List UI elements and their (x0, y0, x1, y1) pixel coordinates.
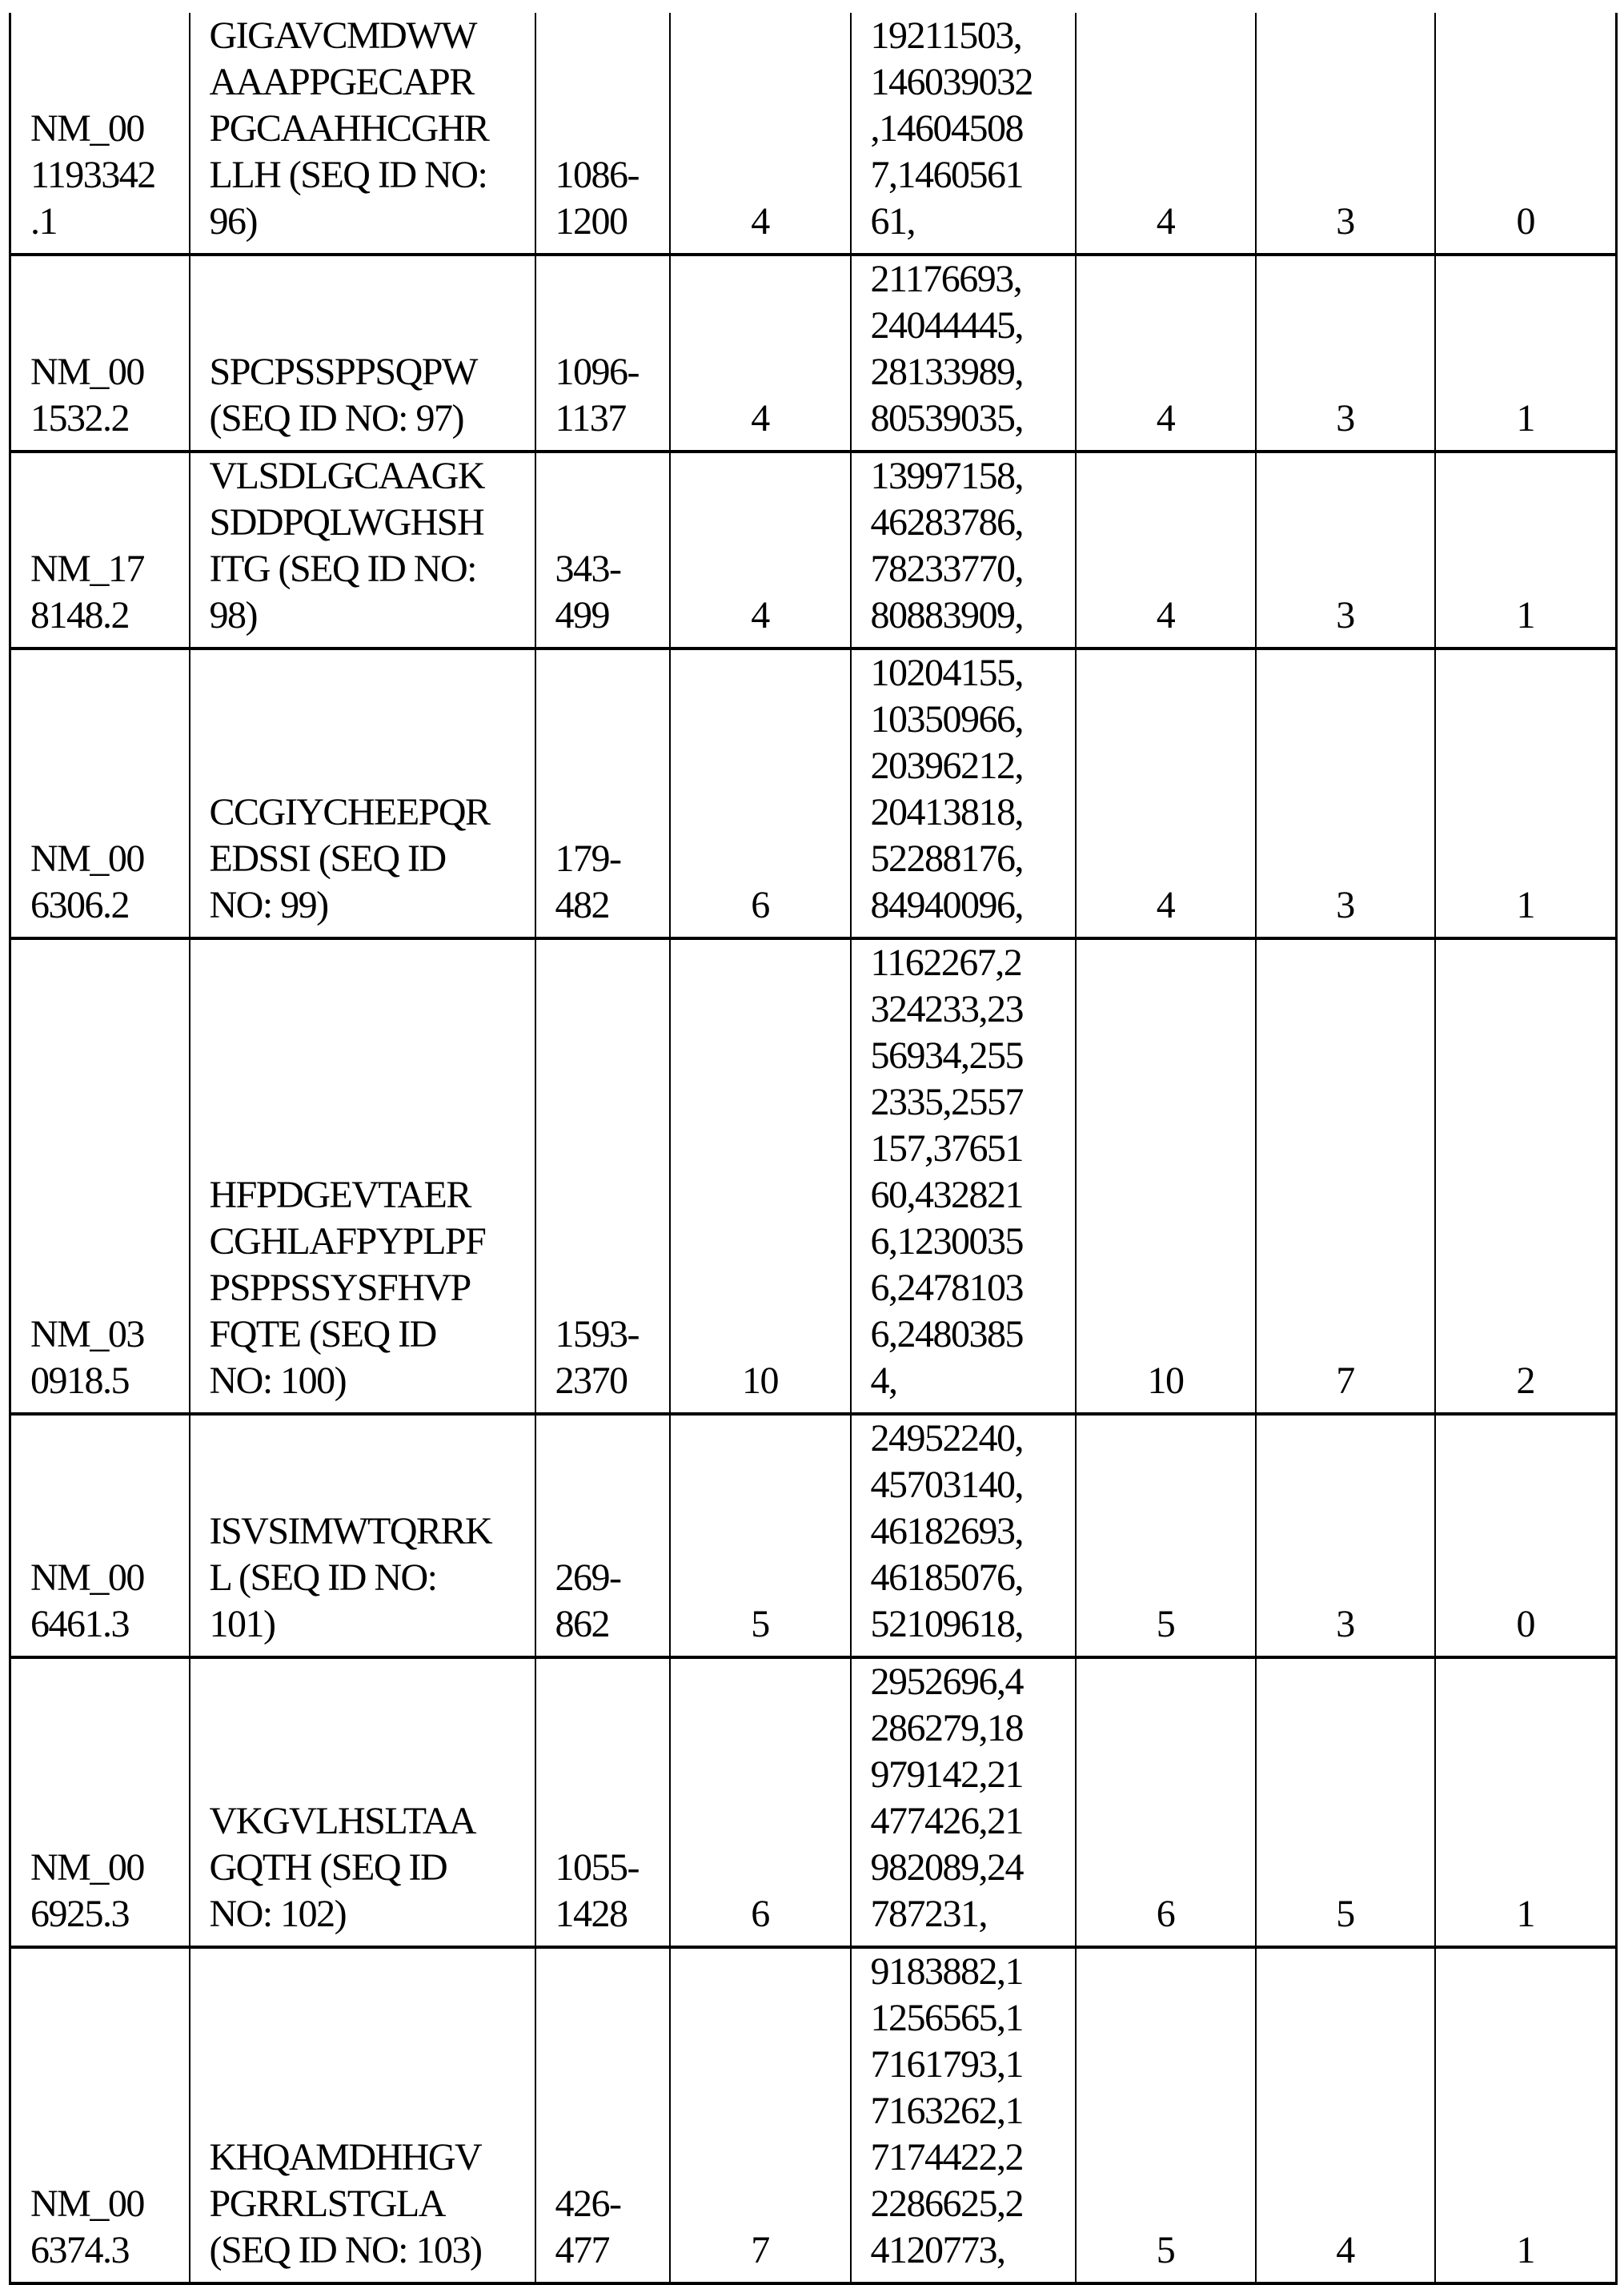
count-cell: 4 (670, 13, 851, 255)
sequence-cell-line: FQTE (SEQ ID (209, 1313, 436, 1355)
ids-cell-line: 2952696,4 (870, 1661, 1023, 1703)
ids-cell-line: 2286625,2 (870, 2183, 1023, 2225)
ids-cell-line: 1256565,1 (870, 1997, 1023, 2039)
col8-cell: 1 (1435, 1947, 1617, 2283)
ids-cell (851, 452, 1076, 649)
sequence-cell-line: VLSDLGCAAGK (209, 455, 484, 497)
sequence-cell-line: (SEQ ID NO: 97) (209, 397, 463, 440)
ids-cell-line: 52288176, (870, 837, 1023, 880)
ids-cell (851, 1947, 1076, 2283)
count-cell: 4 (670, 452, 851, 649)
sequence-cell-line: (SEQ ID NO: 103) (209, 2229, 482, 2271)
position-cell-line: 1428 (555, 1893, 628, 1935)
ids-cell-line: 982089,24 (870, 1846, 1023, 1889)
accession-cell (10, 255, 190, 452)
ids-cell-line: 787231, (870, 1893, 987, 1935)
position-cell-line: 1137 (555, 397, 626, 440)
position-cell-line: 269- (555, 1556, 621, 1599)
sequence-cell-line: 98) (209, 594, 257, 637)
sequence-cell-line: GQTH (SEQ ID (209, 1846, 447, 1889)
ids-cell-line: 2335,2557 (870, 1081, 1023, 1123)
col6-cell: 10 (1076, 938, 1256, 1414)
accession-cell-line: 0918.5 (30, 1359, 129, 1402)
sequence-cell-line: CGHLAFPYPLPF (209, 1220, 486, 1263)
col8-cell: 1 (1435, 255, 1617, 452)
ids-cell-line: 21176693, (870, 258, 1022, 300)
position-cell-line: 426- (555, 2183, 621, 2225)
ids-cell-line: 4, (870, 1359, 897, 1402)
position-cell (535, 1947, 670, 2283)
table-row (10, 938, 1617, 1414)
table-row (10, 649, 1617, 938)
ids-cell-line: 80883909, (870, 594, 1023, 637)
sequence-cell-line: PSPPSSYSFHVP (209, 1267, 471, 1309)
table-row (10, 1657, 1617, 1947)
ids-cell (851, 938, 1076, 1414)
accession-cell-line: NM_00 (30, 837, 144, 880)
sequence-cell (190, 255, 535, 452)
sequence-cell-line: CCGIYCHEEPQR (209, 791, 490, 833)
accession-cell-line: NM_17 (30, 548, 144, 590)
position-cell-line: 2370 (555, 1359, 628, 1402)
sequence-cell-line: 96) (209, 200, 257, 243)
ids-cell-line: 9183882,1 (870, 1950, 1023, 1993)
accession-cell-line: NM_00 (30, 2183, 144, 2225)
position-cell-line: 862 (555, 1603, 609, 1645)
sequence-cell-line: SDDPQLWGHSH (209, 501, 484, 544)
ids-cell-line: 52109618, (870, 1603, 1023, 1645)
sequence-cell-line: ISVSIMWTQRRK (209, 1510, 492, 1552)
col6-cell: 4 (1076, 452, 1256, 649)
accession-cell (10, 1414, 190, 1657)
ids-cell-line: 46182693, (870, 1510, 1023, 1552)
position-cell (535, 938, 670, 1414)
ids-cell-line: 6,2480385 (870, 1313, 1023, 1355)
position-cell-line: 1055- (555, 1846, 639, 1889)
position-cell-line: 482 (555, 884, 609, 926)
ids-cell-line: 7163262,1 (870, 2090, 1023, 2132)
accession-cell-line: NM_00 (30, 1846, 144, 1889)
accession-cell (10, 1657, 190, 1947)
col7-cell: 3 (1256, 452, 1435, 649)
col7-cell: 3 (1256, 255, 1435, 452)
position-cell-line: 1086- (555, 154, 639, 196)
ids-cell-line: 146039032 (870, 61, 1033, 103)
accession-cell-line: 6461.3 (30, 1603, 129, 1645)
ids-cell-line: 28133989, (870, 351, 1023, 393)
sequence-cell-line: HFPDGEVTAER (209, 1174, 471, 1216)
table-row (10, 452, 1617, 649)
sequence-cell (190, 452, 535, 649)
ids-cell-line: 45703140, (870, 1464, 1023, 1506)
ids-cell-line: 61, (870, 200, 915, 243)
ids-cell (851, 1657, 1076, 1947)
position-cell-line: 179- (555, 837, 621, 880)
table-row (10, 1414, 1617, 1657)
ids-cell-line: 7,1460561 (870, 154, 1023, 196)
ids-cell-line: 78233770, (870, 548, 1023, 590)
accession-cell-line: NM_00 (30, 351, 144, 393)
sequence-cell (190, 1657, 535, 1947)
position-cell-line: 477 (555, 2229, 609, 2271)
sequence-cell-line: ITG (SEQ ID NO: (209, 548, 476, 590)
ids-cell-line: 20396212, (870, 745, 1023, 787)
ids-cell-line: 157,37651 (870, 1127, 1023, 1170)
position-cell (535, 255, 670, 452)
table-row (10, 1947, 1617, 2283)
accession-cell-line: 1532.2 (30, 397, 129, 440)
accession-cell-line: NM_00 (30, 107, 144, 150)
table-body (10, 13, 1617, 2283)
ids-cell-line: 60,432821 (870, 1174, 1023, 1216)
ids-cell (851, 255, 1076, 452)
accession-cell (10, 1947, 190, 2283)
position-cell (535, 1657, 670, 1947)
sequence-cell-line: VKGVLHSLTAA (209, 1800, 476, 1842)
ids-cell-line: 10350966, (870, 698, 1023, 741)
sequence-cell-line: AAAPPGECAPR (209, 61, 474, 103)
sequence-cell-line: SPCPSSPPSQPW (209, 351, 477, 393)
col8-cell: 1 (1435, 452, 1617, 649)
position-cell (535, 13, 670, 255)
position-cell-line: 1200 (555, 200, 628, 243)
ids-cell-line: 477426,21 (870, 1800, 1023, 1842)
ids-cell-line: 56934,255 (870, 1034, 1023, 1077)
ids-cell-line: 24044445, (870, 304, 1023, 347)
accession-cell-line: 6374.3 (30, 2229, 129, 2271)
accession-cell-line: 8148.2 (30, 594, 129, 637)
sequence-cell-line: PGCAAHHCGHR (209, 107, 489, 150)
ids-cell-line: 19211503, (870, 14, 1022, 57)
position-cell-line: 1593- (555, 1313, 639, 1355)
sequence-cell-line: EDSSI (SEQ ID (209, 837, 446, 880)
accession-cell-line: 1193342 (30, 154, 155, 196)
position-cell-line: 499 (555, 594, 609, 637)
col6-cell: 5 (1076, 1414, 1256, 1657)
sequence-cell-line: NO: 100) (209, 1359, 347, 1402)
col8-cell: 1 (1435, 1657, 1617, 1947)
position-cell-line: 1096- (555, 351, 639, 393)
sequence-cell-line: NO: 99) (209, 884, 328, 926)
col7-cell: 7 (1256, 938, 1435, 1414)
ids-cell (851, 13, 1076, 255)
ids-cell-line: 13997158, (870, 455, 1023, 497)
ids-cell-line: 20413818, (870, 791, 1023, 833)
sequence-cell-line: KHQAMDHHGV (209, 2136, 482, 2179)
sequence-cell-line: L (SEQ ID NO: (209, 1556, 437, 1599)
sequence-table (9, 13, 1618, 2285)
col6-cell: 5 (1076, 1947, 1256, 2283)
ids-cell-line: 979142,21 (870, 1753, 1023, 1796)
sequence-cell-line: NO: 102) (209, 1893, 347, 1935)
ids-cell-line: 6,2478103 (870, 1267, 1023, 1309)
position-cell (535, 452, 670, 649)
count-cell: 6 (670, 1657, 851, 1947)
ids-cell-line: 7174422,2 (870, 2136, 1023, 2179)
count-cell: 6 (670, 649, 851, 938)
sequence-cell-line: PGRRLSTGLA (209, 2183, 445, 2225)
position-cell (535, 1414, 670, 1657)
col6-cell: 4 (1076, 255, 1256, 452)
col7-cell: 3 (1256, 1414, 1435, 1657)
sequence-cell (190, 13, 535, 255)
ids-cell-line: 84940096, (870, 884, 1023, 926)
accession-cell (10, 649, 190, 938)
count-cell: 7 (670, 1947, 851, 2283)
ids-cell-line: 80539035, (870, 397, 1023, 440)
ids-cell-line: 7161793,1 (870, 2043, 1023, 2086)
accession-cell-line: .1 (30, 200, 57, 243)
ids-cell-line: 46283786, (870, 501, 1023, 544)
accession-cell-line: 6925.3 (30, 1893, 129, 1935)
table-row (10, 255, 1617, 452)
accession-cell (10, 452, 190, 649)
count-cell: 5 (670, 1414, 851, 1657)
ids-cell-line: 6,1230035 (870, 1220, 1023, 1263)
position-cell-line: 343- (555, 548, 621, 590)
sequence-cell-line: 101) (209, 1603, 275, 1645)
ids-cell-line: 1162267,2 (870, 942, 1022, 984)
col7-cell: 4 (1256, 1947, 1435, 2283)
ids-cell-line: 24952240, (870, 1417, 1023, 1460)
ids-cell-line: 286279,18 (870, 1707, 1023, 1749)
ids-cell (851, 1414, 1076, 1657)
ids-cell-line: 46185076, (870, 1556, 1023, 1599)
sequence-cell (190, 649, 535, 938)
position-cell (535, 649, 670, 938)
col6-cell: 6 (1076, 1657, 1256, 1947)
col7-cell: 5 (1256, 1657, 1435, 1947)
ids-cell-line: ,14604508 (870, 107, 1023, 150)
col8-cell: 0 (1435, 1414, 1617, 1657)
ids-cell-line: 324233,23 (870, 988, 1023, 1030)
accession-cell-line: 6306.2 (30, 884, 129, 926)
col8-cell: 2 (1435, 938, 1617, 1414)
col8-cell: 0 (1435, 13, 1617, 255)
col7-cell: 3 (1256, 649, 1435, 938)
sequence-cell (190, 1947, 535, 2283)
sequence-cell-line: GIGAVCMDWW (209, 14, 476, 57)
accession-cell (10, 938, 190, 1414)
col8-cell: 1 (1435, 649, 1617, 938)
sequence-cell-line: LLH (SEQ ID NO: (209, 154, 487, 196)
count-cell: 4 (670, 255, 851, 452)
count-cell: 10 (670, 938, 851, 1414)
accession-cell-line: NM_03 (30, 1313, 144, 1355)
table-row (10, 13, 1617, 255)
col7-cell: 3 (1256, 13, 1435, 255)
ids-cell-line: 10204155, (870, 652, 1023, 694)
ids-cell-line: 4120773, (870, 2229, 1005, 2271)
sequence-cell (190, 938, 535, 1414)
accession-cell-line: NM_00 (30, 1556, 144, 1599)
accession-cell (10, 13, 190, 255)
ids-cell (851, 649, 1076, 938)
col6-cell: 4 (1076, 649, 1256, 938)
col6-cell: 4 (1076, 13, 1256, 255)
sequence-cell (190, 1414, 535, 1657)
